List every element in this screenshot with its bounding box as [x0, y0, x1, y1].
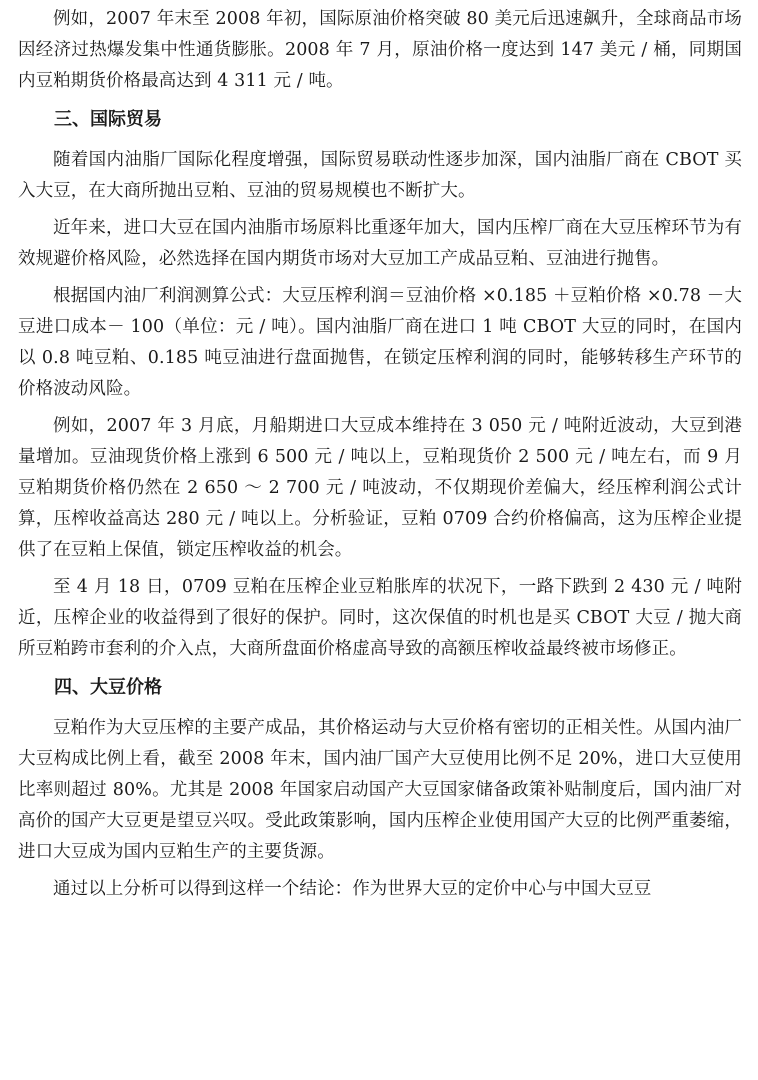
paragraph-conclusion: 通过以上分析可以得到这样一个结论：作为世界大豆的定价中心与中国大豆豆 — [53, 879, 652, 899]
section-heading-international-trade: 三、国际贸易 — [54, 109, 162, 130]
paragraph-oil-price-example: 例如，2007 年末至 2008 年初，国际原油价格突破 80 美元后迅速飙升，全球商品市场因经济过热爆发集中性通货膨胀。2008 年 7 月，原油价格一度达到 147 美元 / 桶，同期国内豆粕期货价格最高达到 4 311 元 / 吨。 — [18, 9, 742, 91]
section-heading-soybean-price: 四、大豆价格 — [54, 677, 162, 698]
paragraph-april-18: 至 4 月 18 日，0709 豆粕在压榨企业豆粕胀库的状况下，一路下跌到 2 430 元 / 吨附近，压榨企业的收益得到了很好的保护。同时，这次保值的时机也是买 CBOT 大豆 / 抛大商所豆粕跨市套利的介入点，大商所盘面价格虚高导致的高额压榨收益最终被市场修正。 — [18, 577, 742, 659]
paragraph-trade-linkage: 随着国内油脂厂国际化程度增强，国际贸易联动性逐步加深，国内油脂厂商在 CBOT 买入大豆，在大商所抛出豆粕、豆油的贸易规模也不断扩大。 — [18, 150, 742, 201]
paragraph-profit-formula: 根据国内油厂利润测算公式：大豆压榨利润＝豆油价格 ×0.185 ＋豆粕价格 ×0.78 －大豆进口成本－ 100（单位：元 / 吨）。国内油脂厂商在进口 1 吨 CBOT 大豆的同时，在国内以 0.8 吨豆粕、0.185 吨豆油进行盘面抛售，在锁定压榨利润的同时，能够转移生产环节的价格波动风险。 — [18, 286, 742, 399]
paragraph-soymeal-correlation: 豆粕作为大豆压榨的主要产成品，其价格运动与大豆价格有密切的正相关性。从国内油厂大豆构成比例上看，截至 2008 年末，国内油厂国产大豆使用比例不足 20%，进口大豆使用比率则超过 80%。尤其是 2008 年国家启动国产大豆国家储备政策补贴制度后，国内油厂对高价的国产大豆更是望豆兴叹。受此政策影响，国内压榨企业使用国产大豆的比例严重萎缩，进口大豆成为国内豆粕生产的主要货源。 — [18, 718, 742, 862]
paragraph-imported-soybean: 近年来，进口大豆在国内油脂市场原料比重逐年加大，国内压榨厂商在大豆压榨环节为有效规避价格风险，必然选择在国内期货市场对大豆加工产成品豆粕、豆油进行抛售。 — [18, 218, 742, 269]
paragraph-2007-example: 例如，2007 年 3 月底，月船期进口大豆成本维持在 3 050 元 / 吨附近波动，大豆到港量增加。豆油现货价格上涨到 6 500 元 / 吨以上，豆粕现货价 2 500 元 / 吨左右，而 9 月豆粕期货价格仍然在 2 650 ～ 2 700 元 / 吨波动，不仅期现价差偏大，经压榨利润公式计算，压榨收益高达 280 元 / 吨以上。分析验证，豆粕 0709 合约价格偏高，这为压榨企业提供了在豆粕上保值，锁定压榨收益的机会。 — [18, 416, 742, 560]
